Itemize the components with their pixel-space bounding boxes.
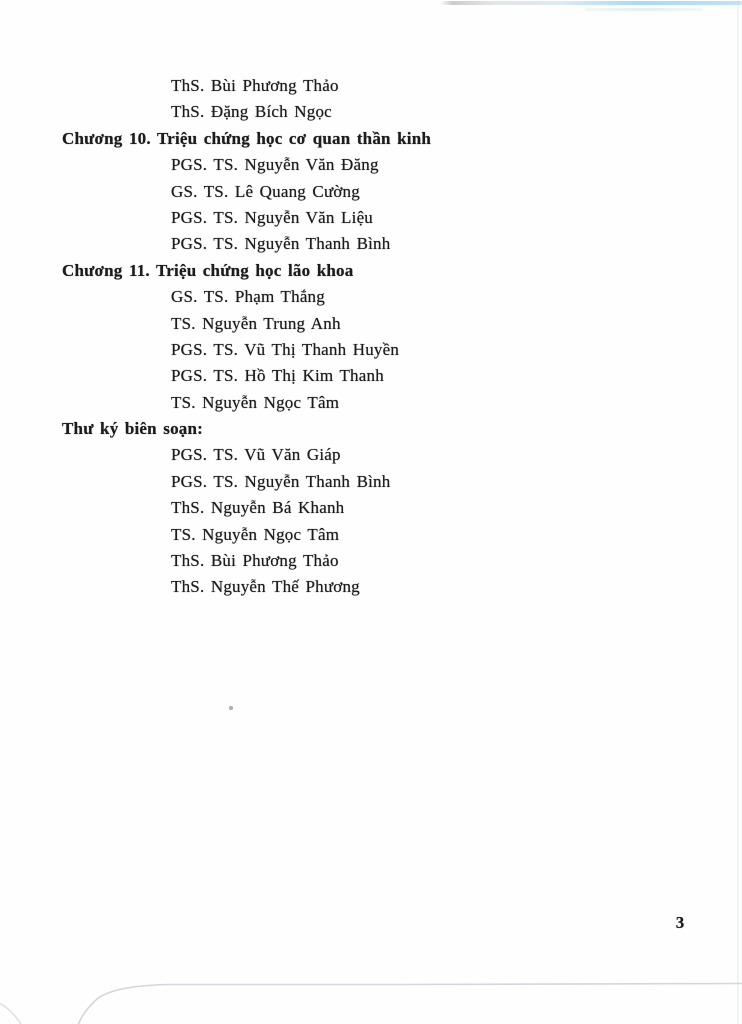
corner-fold-line [0, 1003, 21, 1024]
text-line: PGS. TS. Vũ Văn Giáp [171, 445, 341, 465]
text-line: ThS. Bùi Phương Thảo [171, 76, 339, 95]
text-line: TS. Nguyễn Ngọc Tâm [171, 392, 340, 412]
dust-speck [229, 706, 233, 710]
text-line: TS. Nguyễn Trung Anh [171, 313, 341, 333]
text-line: Chương 11. Triệu chứng học lão khoa [62, 260, 354, 280]
text-line: PGS. TS. Vũ Thị Thanh Huyền [171, 339, 400, 359]
text-line: ThS. Bùi Phương Thảo [171, 551, 339, 571]
text-line: PGS. TS. Nguyễn Văn Liệu [171, 207, 374, 227]
text-line: ThS. Nguyễn Bá Khanh [171, 498, 345, 518]
page-curl-line [79, 984, 742, 1024]
text-line: PGS. TS. Nguyễn Thanh Bình [171, 234, 391, 254]
text-line: ThS. Đặng Bích Ngọc [171, 102, 332, 122]
text-line: GS. TS. Phạm Thắng [171, 287, 325, 307]
text-line: PGS. TS. Nguyễn Thanh Bình [171, 471, 391, 491]
text-line: Chương 10. Triệu chứng học cơ quan thần kinh [62, 128, 432, 148]
scan-artifact-top-strip [440, 1, 742, 5]
document-lines [0, 73, 742, 601]
text-line: GS. TS. Lê Quang Cường [171, 181, 360, 201]
text-line: PGS. TS. Hồ Thị Kim Thanh [171, 366, 384, 386]
text-line: TS. Nguyễn Ngọc Tâm [171, 524, 340, 544]
text-line: Thư ký biên soạn: [62, 419, 204, 439]
text-line: ThS. Nguyễn Thế Phương [171, 577, 360, 597]
text-line: PGS. TS. Nguyễn Văn Đăng [171, 155, 379, 175]
scan-artifact-top-smudge [585, 8, 703, 11]
page-number: 3 [675, 913, 685, 932]
